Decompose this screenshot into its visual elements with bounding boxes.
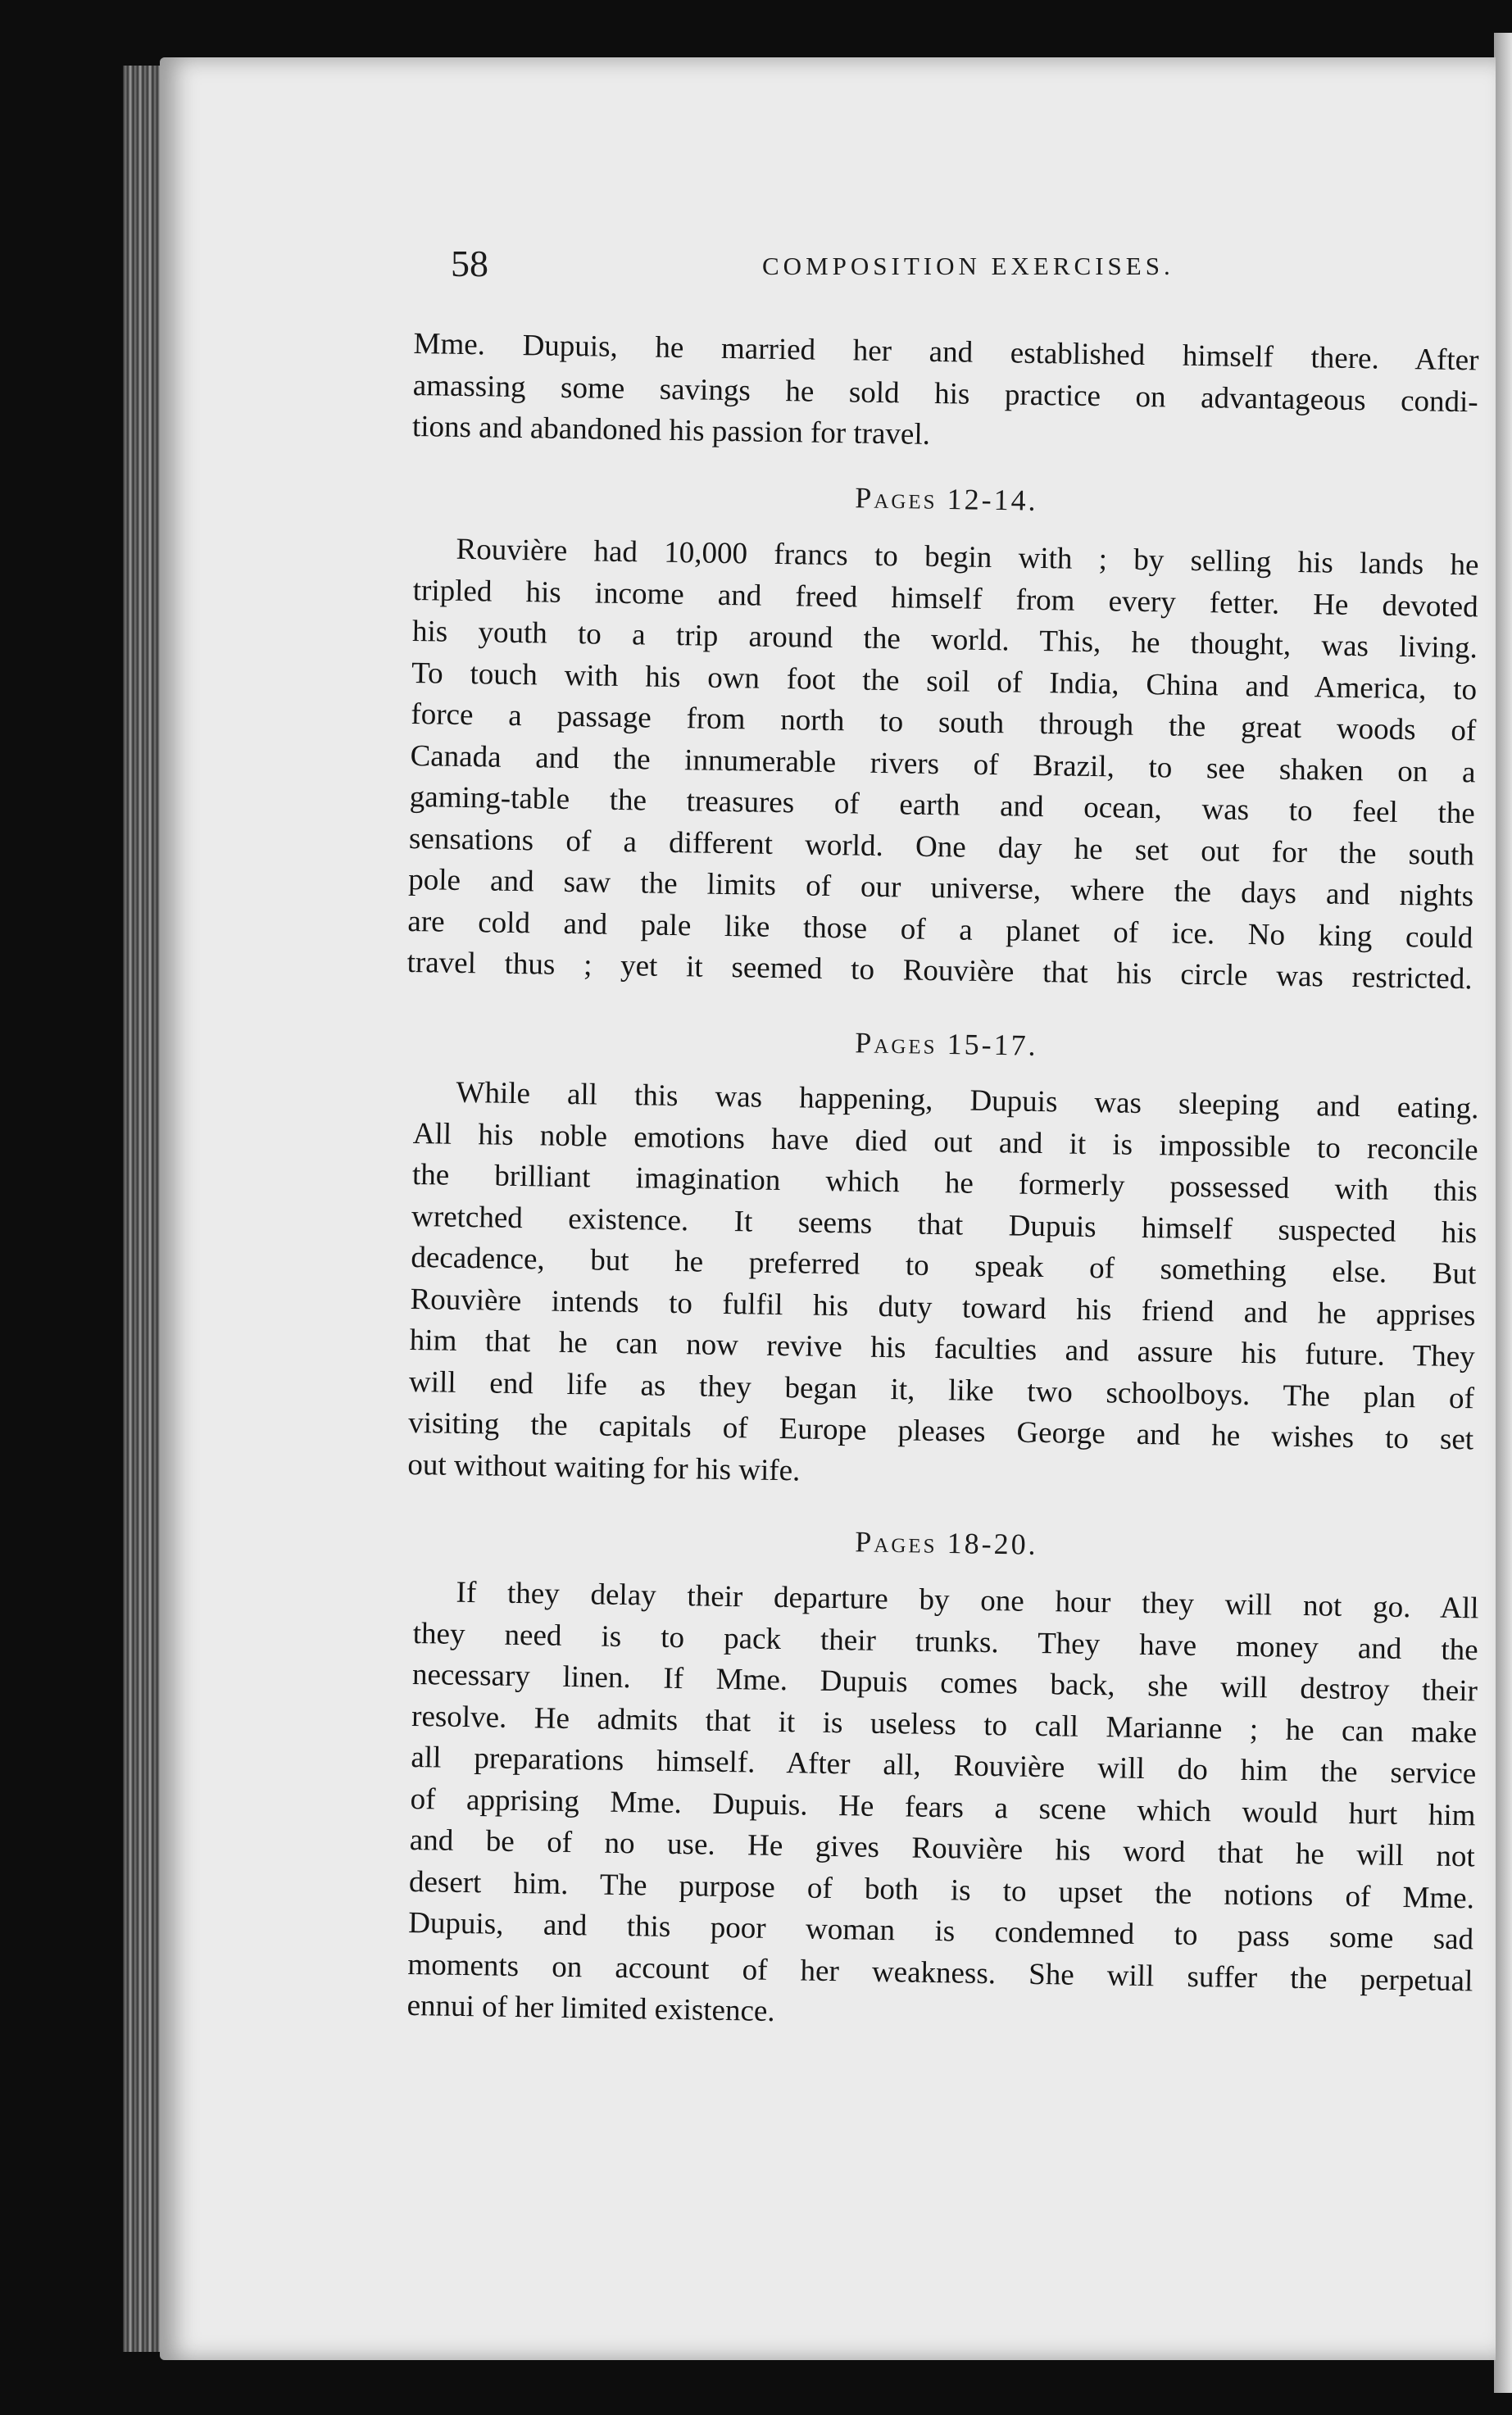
- text-line: tions and abandoned his passion for travel.: [411, 409, 931, 452]
- page-header: [451, 242, 1508, 299]
- text-line: wretched existence. It seems that Dupuis himself suspected his: [411, 1199, 1478, 1250]
- text-line: All his noble emotions have died out and it is impossible to reconcile: [412, 1116, 1478, 1167]
- text-line: travel thus ; yet it seemed to Rouvière that his circle was restricted.: [406, 945, 1473, 996]
- text-line: will end life as they began it, like two schoolboys. The plan of: [408, 1364, 1475, 1415]
- text-line: ennui of her limited existence.: [406, 1988, 775, 2028]
- text-line: they need is to pack their trunks. They have money and the: [412, 1616, 1478, 1667]
- text-line: While all this was happening, Dupuis was sleeping and eating.: [456, 1075, 1479, 1126]
- text-line: To touch with his own foot the soil of India, China and America, to: [411, 656, 1478, 706]
- text-line: out without waiting for his wife.: [407, 1447, 801, 1487]
- text-line: decadence, but he preferred to speak of something else. But: [411, 1240, 1477, 1291]
- text-line: resolve. He admits that it is useless to call Marianne ; he can make: [411, 1699, 1478, 1750]
- text-line: are cold and pale like those of a planet of ice. No king could: [407, 904, 1473, 955]
- section-heading: Pages 12-14.: [855, 481, 1038, 517]
- text-line: visiting the capitals of Europe pleases George and he wishes to set: [407, 1405, 1474, 1457]
- section-heading: Pages 18-20.: [855, 1525, 1038, 1561]
- text-line: amassing some savings he sold his practice on advantageous condi-: [412, 368, 1478, 419]
- section-heading: Pages 15-17.: [855, 1026, 1038, 1062]
- text-line: the brilliant imagination which he formerly possessed with this: [411, 1157, 1478, 1209]
- section-paragraph: [406, 529, 1479, 1001]
- text-line: pole and saw the limits of our universe, where the days and nights: [407, 862, 1474, 914]
- text-line: gaming-table the treasures of earth and ocean, was to feel the: [409, 779, 1476, 831]
- text-line: desert him. The purpose of both is to upset the notions of Mme.: [408, 1864, 1475, 1915]
- text-line: necessary linen. If Mme. Dupuis comes back, she will destroy their: [411, 1657, 1478, 1709]
- text-line: him that he can now revive his faculties and assure his future. They: [409, 1323, 1476, 1374]
- intro-paragraph: [412, 324, 1479, 465]
- page-edge: [1494, 33, 1512, 2393]
- text-line: and be of no use. He gives Rouvière his word that he will not: [409, 1823, 1476, 1874]
- text-line: Dupuis, and this poor woman is condemned to pass some sad: [407, 1905, 1474, 1957]
- text-line: Mme. Dupuis, he married her and established himself there. After: [413, 326, 1479, 378]
- running-head: COMPOSITION EXERCISES.: [762, 252, 1174, 280]
- text-line: his youth to a trip around the world. This, he thought, was living.: [411, 614, 1478, 665]
- text-line: force a passage from north to south through the great woods of: [411, 697, 1477, 748]
- text-line: If they delay their departure by one hour they will not go. All: [456, 1575, 1479, 1626]
- text-line: sensations of a different world. One day he set out for the south: [408, 821, 1475, 872]
- section-paragraph: [407, 1072, 1479, 1502]
- text-line: tripled his income and freed himself from every fetter. He devoted: [412, 573, 1478, 624]
- text-line: Rouvière intends to fulfil his duty toward his friend and he apprises: [410, 1282, 1476, 1332]
- page-number: 58: [451, 243, 488, 284]
- text-line: all preparations himself. After all, Rouvière will do him the service: [411, 1740, 1477, 1791]
- section-paragraph: [406, 1572, 1479, 2044]
- text-line: of apprising Mme. Dupuis. He fears a scene which would hurt him: [410, 1782, 1476, 1832]
- text-line: moments on account of her weakness. She will suffer the perpetual: [407, 1947, 1473, 1998]
- text-line: Canada and the innumerable rivers of Brazil, to see shaken on a: [410, 738, 1476, 789]
- text-line: Rouvière had 10,000 francs to begin with ; by selling his lands he: [456, 532, 1479, 583]
